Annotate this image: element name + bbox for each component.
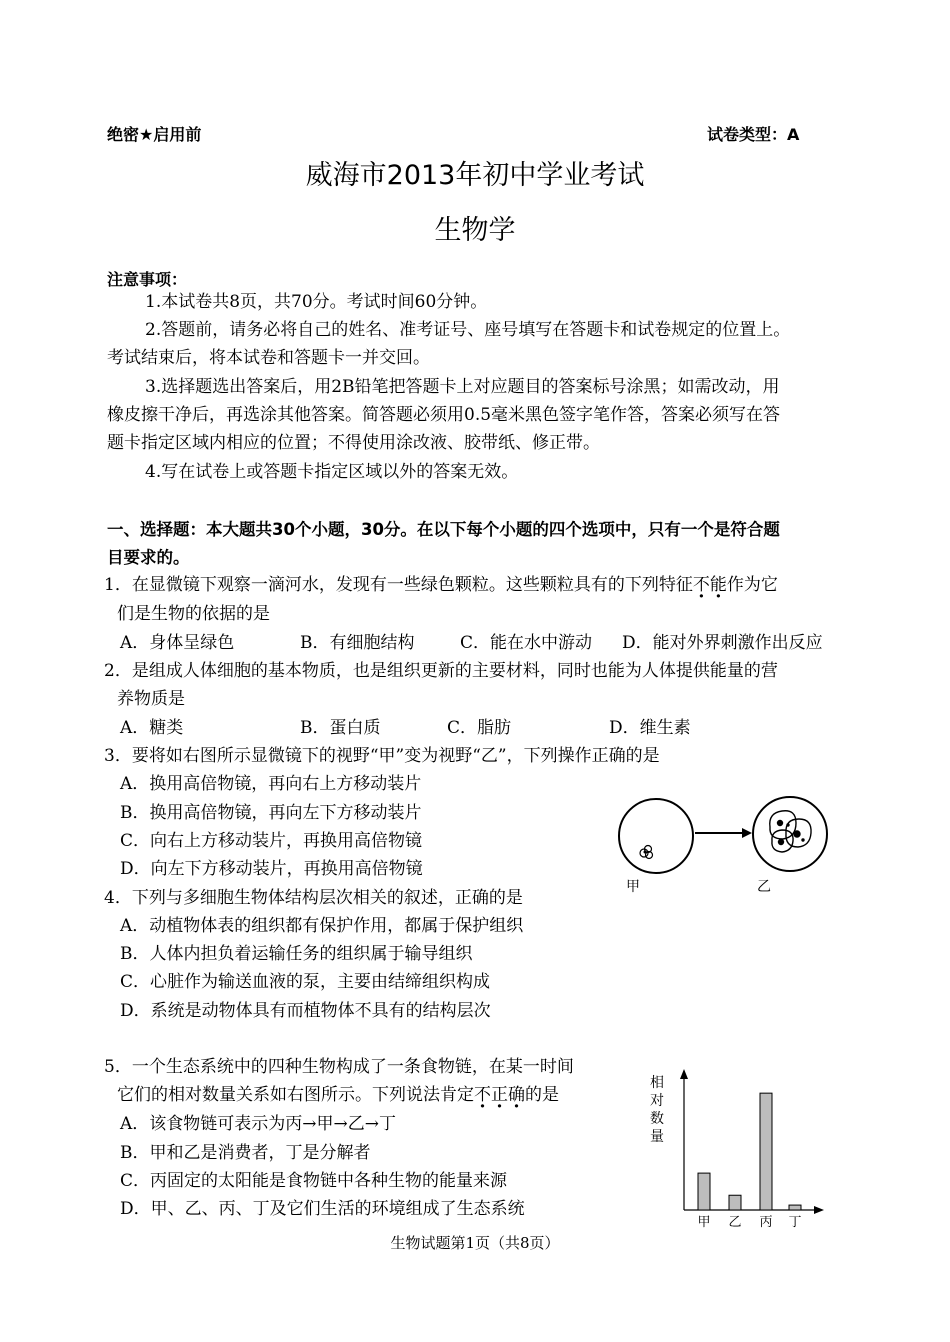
q4-option-b: B．人体内担负着运输任务的组织属于输导组织: [120, 944, 473, 964]
cells-small: [640, 846, 653, 859]
q4-option-c: C．心脏作为输送血液的泵，主要由结缔组织构成: [120, 972, 491, 992]
q1-stem-cont: 们是生物的依据的是: [117, 604, 270, 624]
notice-item-1: 1.本试卷共8页，共70分。考试时间60分钟。: [145, 292, 488, 312]
chart-ylabel-3: 数: [650, 1111, 664, 1127]
q1-option-c: C．能在水中游动: [460, 633, 593, 653]
notice-item-3-cont2: 题卡指定区域内相应的位置；不得使用涂改液、胶带纸、修正带。: [107, 433, 600, 453]
subject-title: 生物学: [434, 215, 516, 246]
notice-item-4: 4.写在试卷上或答题卡指定区域以外的答案无效。: [145, 462, 519, 482]
q5-option-b: B．甲和乙是消费者，丁是分解者: [120, 1143, 371, 1163]
cells-large: [770, 811, 811, 852]
notice-item-3: 3.选择题选出答案后，用2B铅笔把答题卡上对应题目的答案标号涂黑；如需改动，用: [145, 377, 780, 397]
q1-option-b: B．有细胞结构: [300, 633, 415, 653]
q2-option-a: A．糖类: [120, 718, 184, 738]
notice-item-2: 2.答题前，请务必将自己的姓名、准考证号、座号填写在答题卡和试卷规定的位置上。: [145, 320, 791, 340]
q4-option-a: A．动植物体表的组织都有保护作用，都属于保护组织: [120, 916, 524, 936]
q1-option-a: A．身体呈绿色: [120, 633, 235, 653]
exam-title: 威海市2013年初中学业考试: [305, 160, 645, 191]
q5-option-d: D．甲、乙、丙、丁及它们生活的环境组成了生态系统: [120, 1199, 525, 1219]
q2-option-b: B．蛋白质: [300, 718, 381, 738]
notice-heading: 注意事项：: [107, 270, 188, 289]
q2-option-c: C．脂肪: [447, 718, 512, 738]
notice-item-3-cont: 橡皮擦干净后，再选涂其他答案。简答题必须用0.5毫米黑色签字笔作答，答案必须写在答: [107, 405, 781, 425]
section-heading: 一、选择题：本大题共30个小题，30分。在以下每个小题的四个选项中，只有一个是符合题: [107, 520, 780, 539]
x-tick-label-2: 乙: [728, 1215, 742, 1230]
field-of-view-yi: [753, 797, 827, 871]
bar-4: [789, 1205, 801, 1210]
q5-option-c: C．丙固定的太阳能是食物链中各种生物的能量来源: [120, 1171, 508, 1191]
x-tick-label-1: 甲: [697, 1215, 711, 1230]
fig-label-yi: 乙: [757, 879, 771, 895]
q5-stem: 5．一个生态系统中的四种生物构成了一条食物链，在某一时间: [104, 1057, 574, 1077]
chart-ylabel-4: 量: [650, 1129, 664, 1145]
bar-3: [760, 1093, 772, 1210]
q3-option-d: D．向左下方移动装片，再换用高倍物镜: [120, 859, 423, 879]
q1-option-d: D．能对外界刺激作出反应: [622, 633, 823, 653]
q5-emphasis-3: 确: [508, 1085, 525, 1105]
q5-stem-cont: 它们的相对数量关系如右图所示。下列说法肯定不正确的是: [117, 1085, 559, 1105]
q5-option-a: A．该食物链可表示为丙→甲→乙→丁: [120, 1114, 397, 1134]
q2-stem: 2．是组成人体细胞的基本物质，也是组织更新的主要材料，同时也能为人体提供能量的营: [104, 661, 778, 681]
section-heading-cont: 目要求的。: [107, 548, 190, 567]
arrow-head-icon: [742, 828, 752, 838]
x-tick-label-4: 丁: [788, 1215, 802, 1230]
secret-label: 绝密★启用前: [107, 125, 202, 144]
q1-emphasis-2: 能: [709, 575, 727, 595]
q2-stem-cont: 养物质是: [117, 689, 185, 709]
chart-ylabel-2: 对: [650, 1093, 664, 1109]
q4-stem: 4．下列与多细胞生物体结构层次相关的叙述，正确的是: [104, 888, 523, 908]
fig-label-jia: 甲: [626, 879, 640, 895]
q3-option-c: C．向右上方移动装片，再换用高倍物镜: [120, 831, 423, 851]
q3-option-a: A．换用高倍物镜，再向右上方移动装片: [120, 774, 422, 794]
q1-stem: 1．在显微镜下观察一滴河水，发现有一些绿色颗粒。这些颗粒具有的下列特征不能作为它: [104, 575, 778, 595]
q4-option-d: D．系统是动物体具有而植物体不具有的结构层次: [120, 1001, 491, 1021]
bar-1: [698, 1173, 710, 1210]
x-tick-label-3: 丙: [759, 1215, 773, 1230]
q3-stem: 3．要将如右图所示显微镜下的视野“甲”变为视野“乙”，下列操作正确的是: [104, 746, 660, 766]
q5-emphasis-1: 不: [474, 1085, 491, 1105]
x-axis-arrow-icon: [814, 1206, 824, 1214]
page-footer: 生物试题第1页（共8页）: [390, 1234, 560, 1252]
q5-emphasis-2: 正: [491, 1085, 508, 1105]
q2-option-d: D．维生素: [609, 718, 691, 738]
y-axis-arrow-icon: [680, 1069, 688, 1079]
q3-option-b: B．换用高倍物镜，再向左下方移动装片: [120, 803, 422, 823]
microscope-figure: [610, 785, 840, 900]
chart-ylabel-1: 相: [650, 1075, 664, 1091]
paper-type-label: 试卷类型：A: [707, 125, 800, 144]
bar-2: [729, 1195, 741, 1210]
field-of-view-jia: [619, 799, 693, 873]
notice-item-2-cont: 考试结束后，将本试卷和答题卡一并交回。: [107, 348, 430, 368]
q1-emphasis-1: 不: [692, 575, 710, 595]
food-chain-chart: [640, 1065, 830, 1235]
